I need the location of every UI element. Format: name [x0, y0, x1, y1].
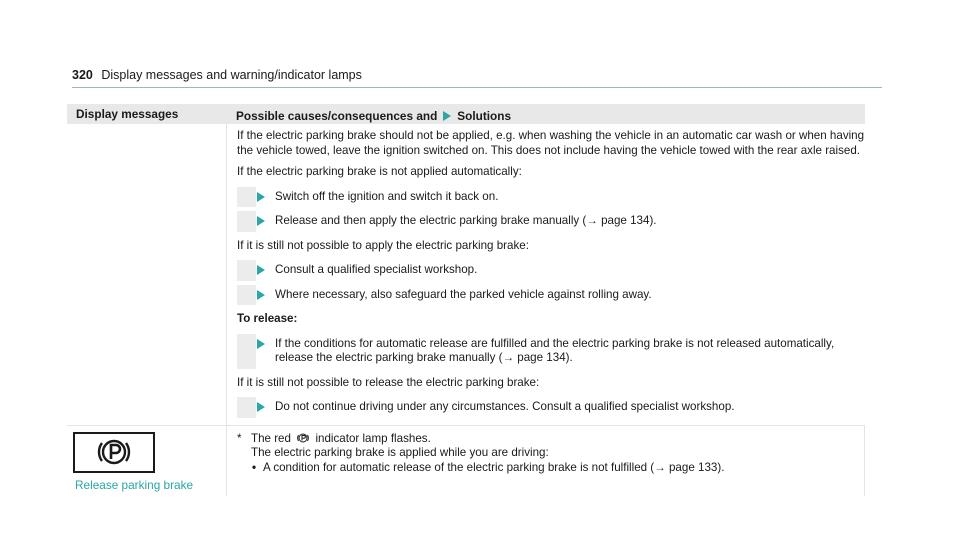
indicator-text-before: The red [251, 431, 291, 445]
action-step-text: Switch off the ignition and switch it back on. [275, 189, 499, 203]
solutions-cell [227, 426, 865, 496]
table-row [67, 124, 865, 425]
column-header-solutions: Solutions [457, 108, 512, 123]
action-step [237, 190, 865, 205]
messages-table [67, 104, 865, 496]
indicator-text-after: indicator lamp flashes. [315, 431, 431, 445]
column-header-causes: Possible causes/consequences and [236, 108, 438, 123]
paragraph: If the electric parking brake is not applied automatically: [237, 165, 522, 178]
arrow-right-icon [257, 290, 265, 300]
parking-brake-lamp-icon [97, 435, 131, 469]
solutions-cell [227, 124, 865, 425]
parking-brake-lamp-icon [297, 432, 309, 444]
arrow-right-icon [257, 402, 265, 412]
table-row [67, 425, 865, 496]
display-message-cell [67, 426, 227, 496]
action-step-text: Where necessary, also safeguard the parked vehicle against rolling away. [275, 287, 652, 301]
paragraph: The electric parking brake is applied while you are driving: [251, 446, 549, 459]
arrow-right-icon [443, 111, 451, 121]
arrow-right-icon [257, 192, 265, 202]
action-step [237, 214, 865, 229]
paragraph: If it is still not possible to apply the electric parking brake: [237, 238, 529, 252]
action-step-text: Do not continue driving under any circumstances. Consult a qualified specialist workshop. [275, 400, 735, 413]
indicator-line [237, 432, 864, 447]
arrow-right-icon [257, 265, 265, 275]
action-step [237, 263, 865, 278]
action-step [237, 337, 865, 366]
parking-brake-message-box [73, 432, 155, 473]
action-step-text: Consult a qualified specialist workshop. [275, 263, 478, 276]
message-caption: Release parking brake [75, 477, 194, 492]
column-header-display-messages: Display messages [76, 107, 179, 121]
page-number: 320 [72, 68, 93, 82]
subheading-to-release: To release: [237, 312, 298, 325]
arrow-right-icon [257, 339, 265, 349]
action-step [237, 288, 865, 303]
column-header-causes-solutions [227, 104, 511, 124]
table-header [67, 104, 865, 124]
action-step-text: Release and then apply the electric parking brake manually (→ page 134). [275, 214, 657, 227]
bullet-item: • A condition for automatic release of the electric parking brake is not fulfilled (→ page 133). [237, 461, 864, 476]
page-header [72, 68, 362, 82]
paragraph: If the electric parking brake should not be applied, e.g. when washing the vehicle in an automatic car wash or when having the vehicle towed, leave the ignition switched on. This does not include having the vehicle towed with the rear axle raised. [237, 129, 865, 157]
header-rule [72, 87, 882, 88]
paragraph: If it is still not possible to release the electric parking brake: [237, 375, 540, 389]
action-step [237, 400, 865, 415]
arrow-right-icon [257, 216, 265, 226]
page-header-title: Display messages and warning/indicator lamps [101, 68, 362, 82]
asterisk: * [237, 431, 242, 445]
action-step-text: If the conditions for automatic release are fulfilled and the electric parking brake is not released automatically, release the electric parking brake manually (→ page 134). [275, 336, 835, 364]
display-message-cell-empty [67, 124, 227, 425]
